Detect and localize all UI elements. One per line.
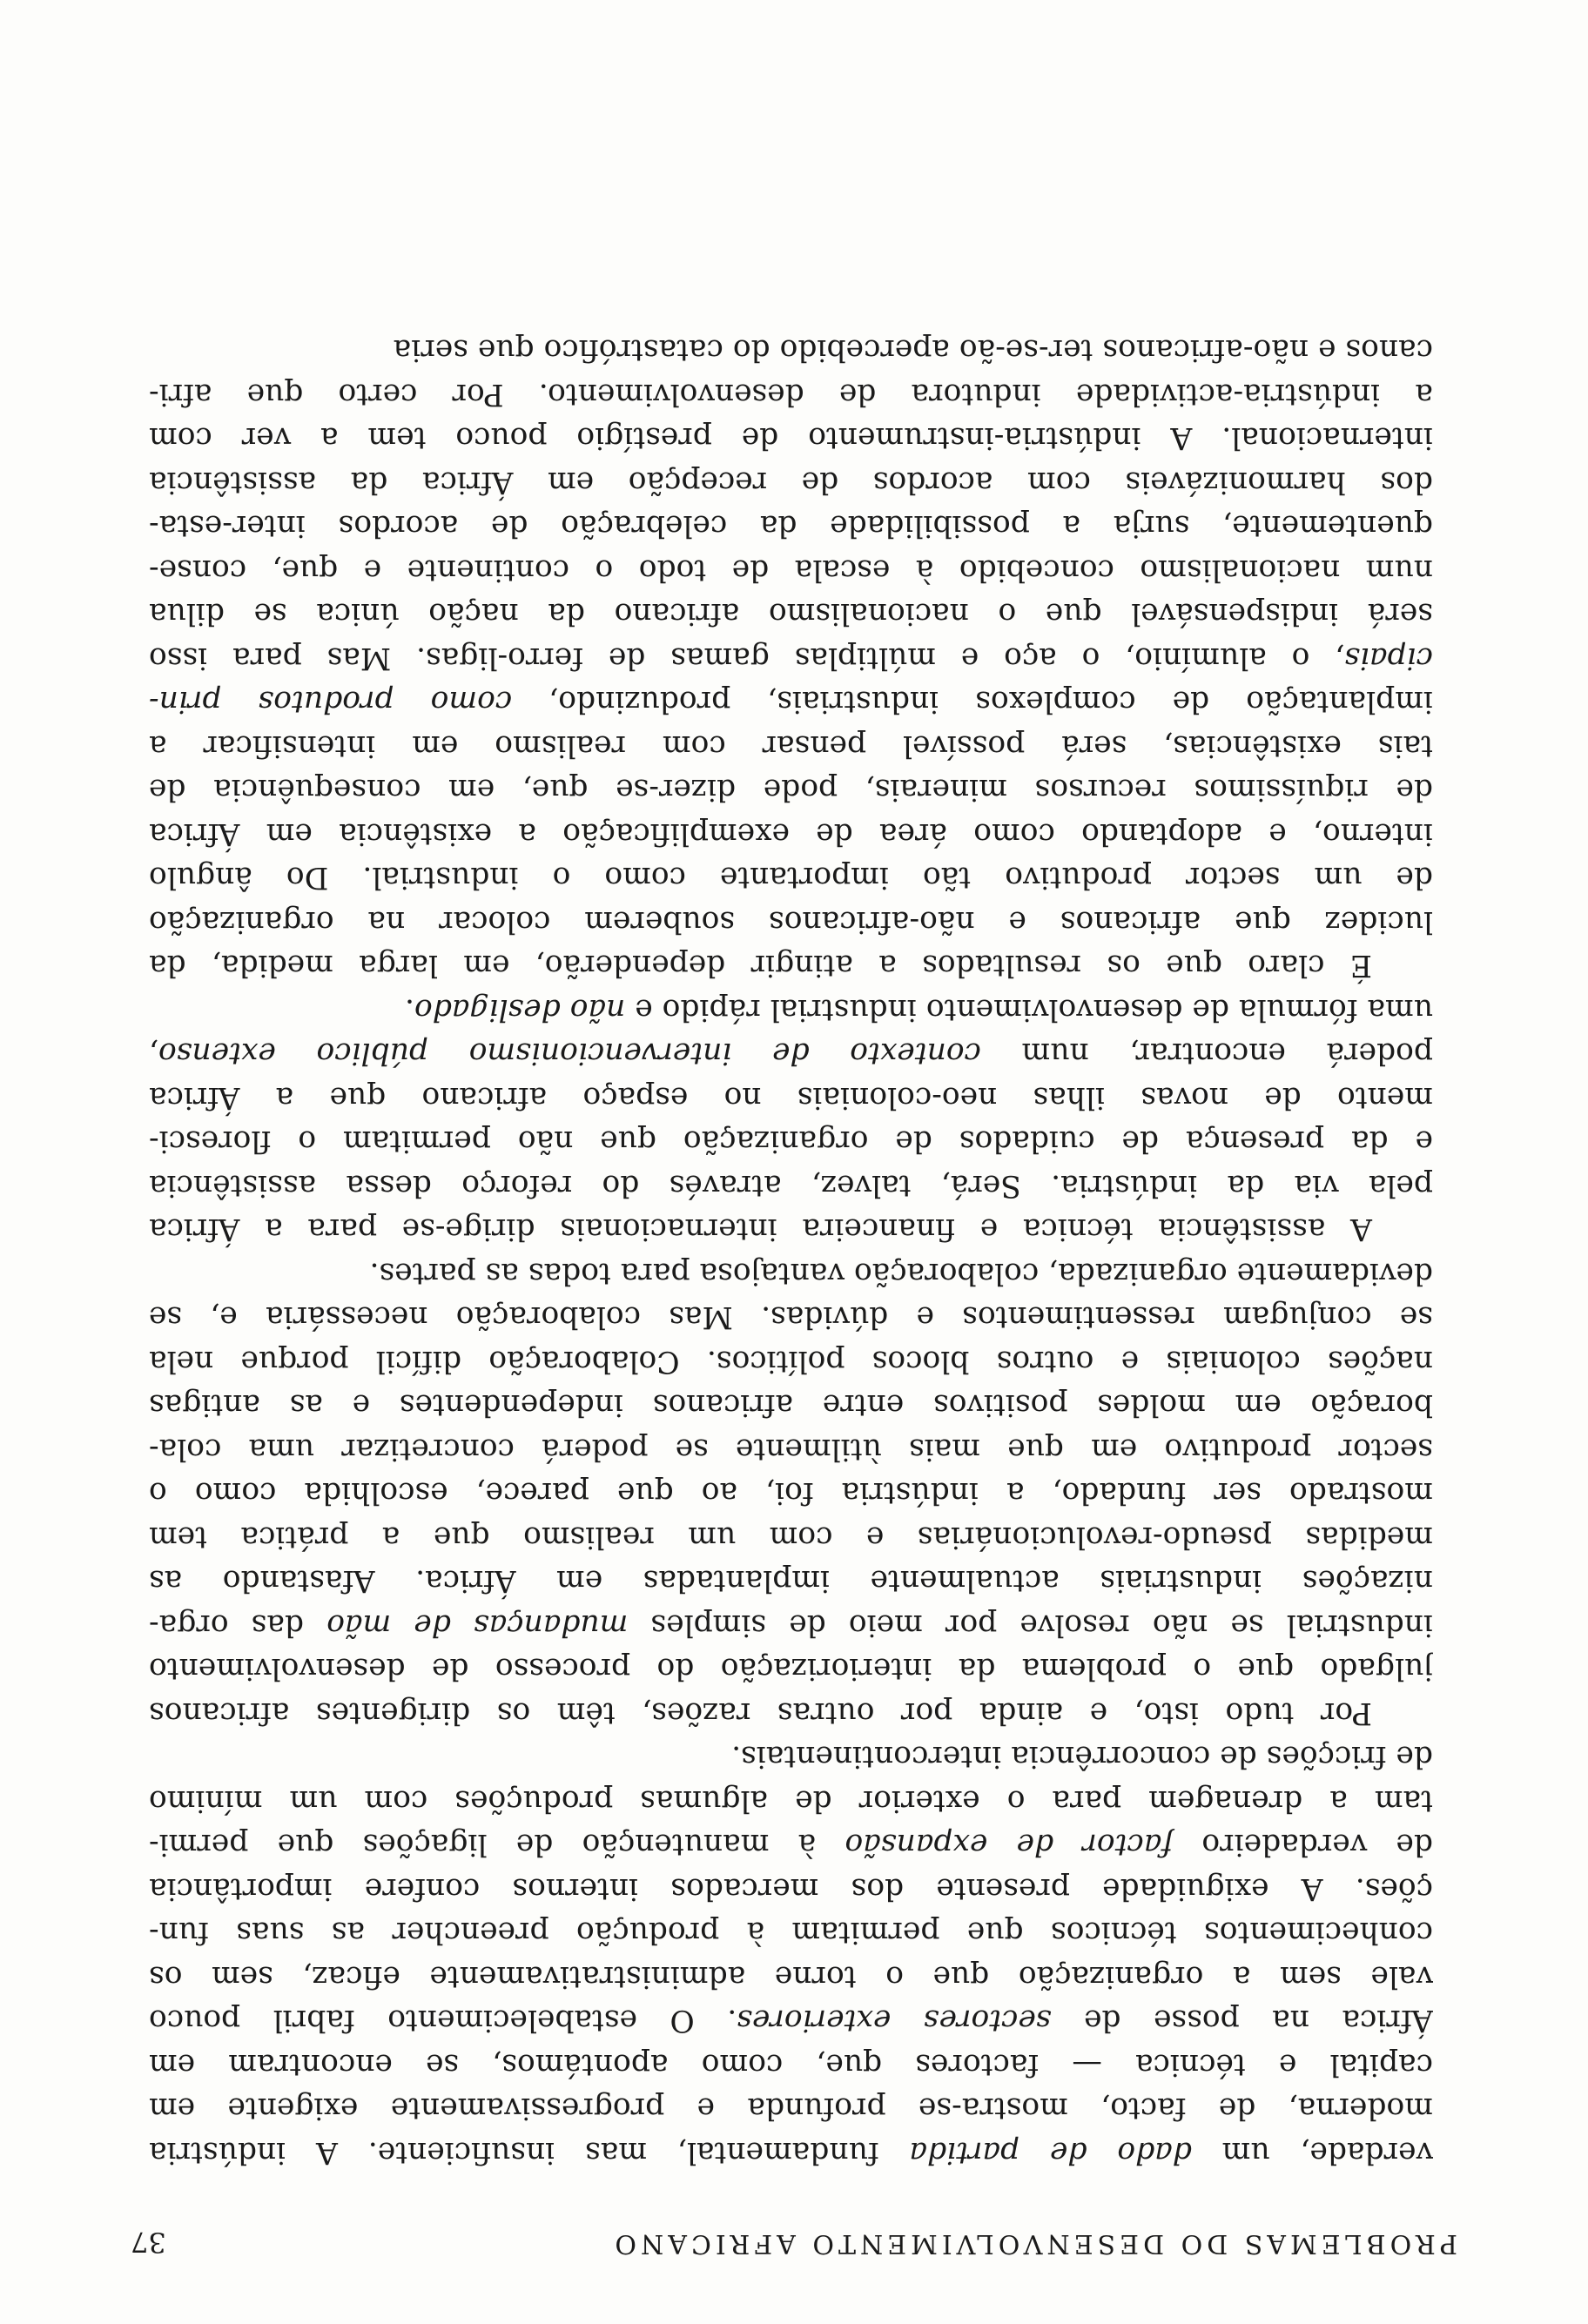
line-text: boração em moldes positivos entre africanos independentes e as antigas	[149, 1387, 1433, 1423]
line-text: nizações industriais actualmente implantadas em África. Afastando as	[149, 1563, 1433, 1599]
text-line	[149, 460, 1433, 505]
text-line	[149, 900, 1433, 944]
line-text-after: à manutenção de ligações que permi-	[149, 1827, 845, 1863]
text-line	[149, 856, 1433, 900]
line-text-after: das orga-	[149, 1608, 327, 1642]
line-text: num nacionalismo concebido à escala de todo o continente e que, conse-	[149, 553, 1433, 588]
text-line	[149, 1559, 1433, 1603]
text-line	[149, 1340, 1433, 1384]
page-header	[131, 2215, 1457, 2259]
italic-phrase: sectores exteriores	[737, 2003, 1052, 2039]
line-text-after: fundamental, mas insuficiente. A indústria	[149, 2135, 910, 2170]
text-line	[149, 1471, 1433, 1515]
text-line	[149, 1119, 1433, 1164]
italic-phrase: dado de partida	[909, 2135, 1192, 2170]
line-text: internacional. A indústria-instrumento de prestígio pouco tem a ver com	[149, 420, 1433, 456]
line-text: mostrado ser fundado, a indústria foi, ao que parece, escolhida como o	[149, 1475, 1433, 1511]
line-text: de um sector produtivo tão importante como o industrial. Do ângulo	[149, 860, 1433, 896]
line-text-after: ,	[149, 1036, 158, 1071]
body-text	[149, 328, 1433, 2174]
line-text: será indispensável que o nacionalismo africano da nação única se dilua	[149, 596, 1433, 632]
line-text: dos harmonizáveis com acordos de recepção em África da assistência	[149, 465, 1433, 500]
line-text: capital e técnica — factores que, como apontámos, se encontram em	[149, 2047, 1433, 2082]
italic-phrase: não desligado	[414, 992, 626, 1027]
italic-phrase: mudanças de mão	[326, 1608, 629, 1642]
line-text: poderá encontrar, num	[980, 1036, 1433, 1071]
line-text: A assistência técnica e financeira internacionais dirige-se para a África	[149, 1212, 1372, 1247]
text-line	[149, 1647, 1433, 1691]
line-text: de riquíssimos recursos minerais, pode dizer-se que, em consequência de	[149, 772, 1433, 808]
line-text: a indústria-actividade indutora de desenvolvimento. Por certo que afri-	[149, 377, 1433, 412]
text-line	[149, 1076, 1433, 1120]
line-text: interno, e adoptando como área de exemplificação a existência em África	[149, 816, 1433, 851]
text-line	[149, 1164, 1433, 1208]
line-text-after: .	[405, 992, 414, 1027]
text-line	[149, 1691, 1433, 1736]
text-line	[149, 812, 1433, 856]
text-line	[149, 2043, 1433, 2087]
line-text: ções. A exiguidade presente dos mercados internos confere importância	[149, 1871, 1433, 1906]
line-text: quentemente, surja a possibilidade da celebração de acordos inter-esta-	[149, 508, 1433, 544]
text-line	[149, 1207, 1433, 1252]
text-line	[149, 373, 1433, 417]
line-text: lucidez que africanos e não-africanos souberem colocar na organização	[149, 904, 1433, 939]
text-line	[149, 2131, 1433, 2175]
line-text-after: . O estabelecimento fabril pouco	[149, 2003, 737, 2039]
text-line	[149, 1998, 1433, 2043]
line-text: canos e não-africanos ter-se-ão apercebido do catastrófico que seria	[393, 332, 1433, 368]
text-line	[149, 768, 1433, 812]
line-text: de fricções de concorrência intercontinentais.	[731, 1739, 1433, 1775]
text-line	[149, 1867, 1433, 1911]
line-text: vale sem a organização que o torne administrativamente eficaz, sem os	[149, 1959, 1433, 1994]
text-line	[149, 1515, 1433, 1560]
line-text: devidamente organizada, colaboração vantajosa para todas as partes.	[369, 1256, 1433, 1291]
page-number: 37	[131, 2226, 166, 2259]
text-line	[149, 1735, 1433, 1779]
text-line	[149, 636, 1433, 681]
line-text: verdade, um	[1191, 2135, 1433, 2170]
text-line	[149, 504, 1433, 548]
text-line	[149, 2086, 1433, 2131]
italic-phrase: cipais	[1344, 641, 1433, 675]
line-text: pela via da indústria. Será, talvez, através do reforço dessa assistência	[149, 1168, 1433, 1203]
running-title: PROBLEMAS DO DESENVOLVIMENTO AFRICANO	[610, 2228, 1457, 2259]
line-text: É claro que os resultados a atingir dependerão, em larga medida, da	[149, 948, 1372, 984]
text-line	[149, 1031, 1433, 1076]
line-text: moderna, de facto, mostra-se profunda e progressivamente exigente em	[149, 2091, 1433, 2126]
line-text: uma fórmula de desenvolvimento industrial rápido e	[625, 992, 1433, 1027]
italic-phrase: como produtos prin-	[149, 684, 513, 720]
text-line	[149, 988, 1433, 1032]
text-line	[149, 416, 1433, 460]
line-text: tam a drenagem para o exterior de algumas produções com um mínimo	[149, 1783, 1433, 1818]
text-line	[149, 1779, 1433, 1824]
text-line	[149, 944, 1433, 988]
line-text: medidas pseudo-revolucionárias e com um realismo que a prática tem	[149, 1520, 1433, 1555]
line-text: industrial se não resolve por meio de simples	[628, 1608, 1433, 1642]
text-line	[149, 548, 1433, 593]
text-line	[149, 1252, 1433, 1296]
line-text: implantação de complexos industriais, produzindo,	[512, 684, 1433, 720]
text-line	[149, 680, 1433, 724]
line-text: sector produtivo em que mais ùtilmente se poderá concretizar uma cola-	[149, 1432, 1433, 1467]
line-text-after: , o alumínio, o aço e múltiplas gamas de ferro-ligas. Mas para isso	[149, 641, 1345, 675]
text-line	[149, 592, 1433, 636]
text-line	[149, 1955, 1433, 1999]
text-line	[149, 724, 1433, 769]
line-text: Por tudo isto, e ainda por outras razões, têm os dirigentes africanos	[149, 1696, 1372, 1730]
line-text: conhecimentos técnicos que permitam à produção preencher as suas fun-	[149, 1915, 1433, 1951]
line-text: se conjugam ressentimentos e dúvidas. Mas colaboração necessária e, se	[149, 1300, 1433, 1335]
line-text: tais existências, será possível pensar com realismo em intensificar a	[149, 729, 1433, 763]
text-line	[149, 1911, 1433, 1955]
line-text: África na posse de	[1051, 2003, 1433, 2039]
text-line	[149, 1295, 1433, 1340]
text-line	[149, 1427, 1433, 1472]
text-line	[149, 328, 1433, 373]
line-text: nações coloniais e outros blocos políticos. Colaboração difícil porque nela	[149, 1344, 1433, 1379]
line-text: e da presença de cuidados de organização que não permitam o floresci-	[149, 1124, 1433, 1159]
text-line	[149, 1603, 1433, 1648]
line-text: julgado que o problema da interiorização do processo de desenvolvimento	[149, 1651, 1433, 1687]
text-line	[149, 1823, 1433, 1867]
italic-phrase: contexto de intervencionismo público extenso	[158, 1036, 981, 1071]
line-text: de verdadeiro	[1173, 1827, 1433, 1863]
italic-phrase: factor de expansão	[844, 1827, 1174, 1863]
line-text: mento de novas ilhas neo-coloniais no espaço africano que a África	[149, 1080, 1433, 1115]
text-line	[149, 1383, 1433, 1427]
